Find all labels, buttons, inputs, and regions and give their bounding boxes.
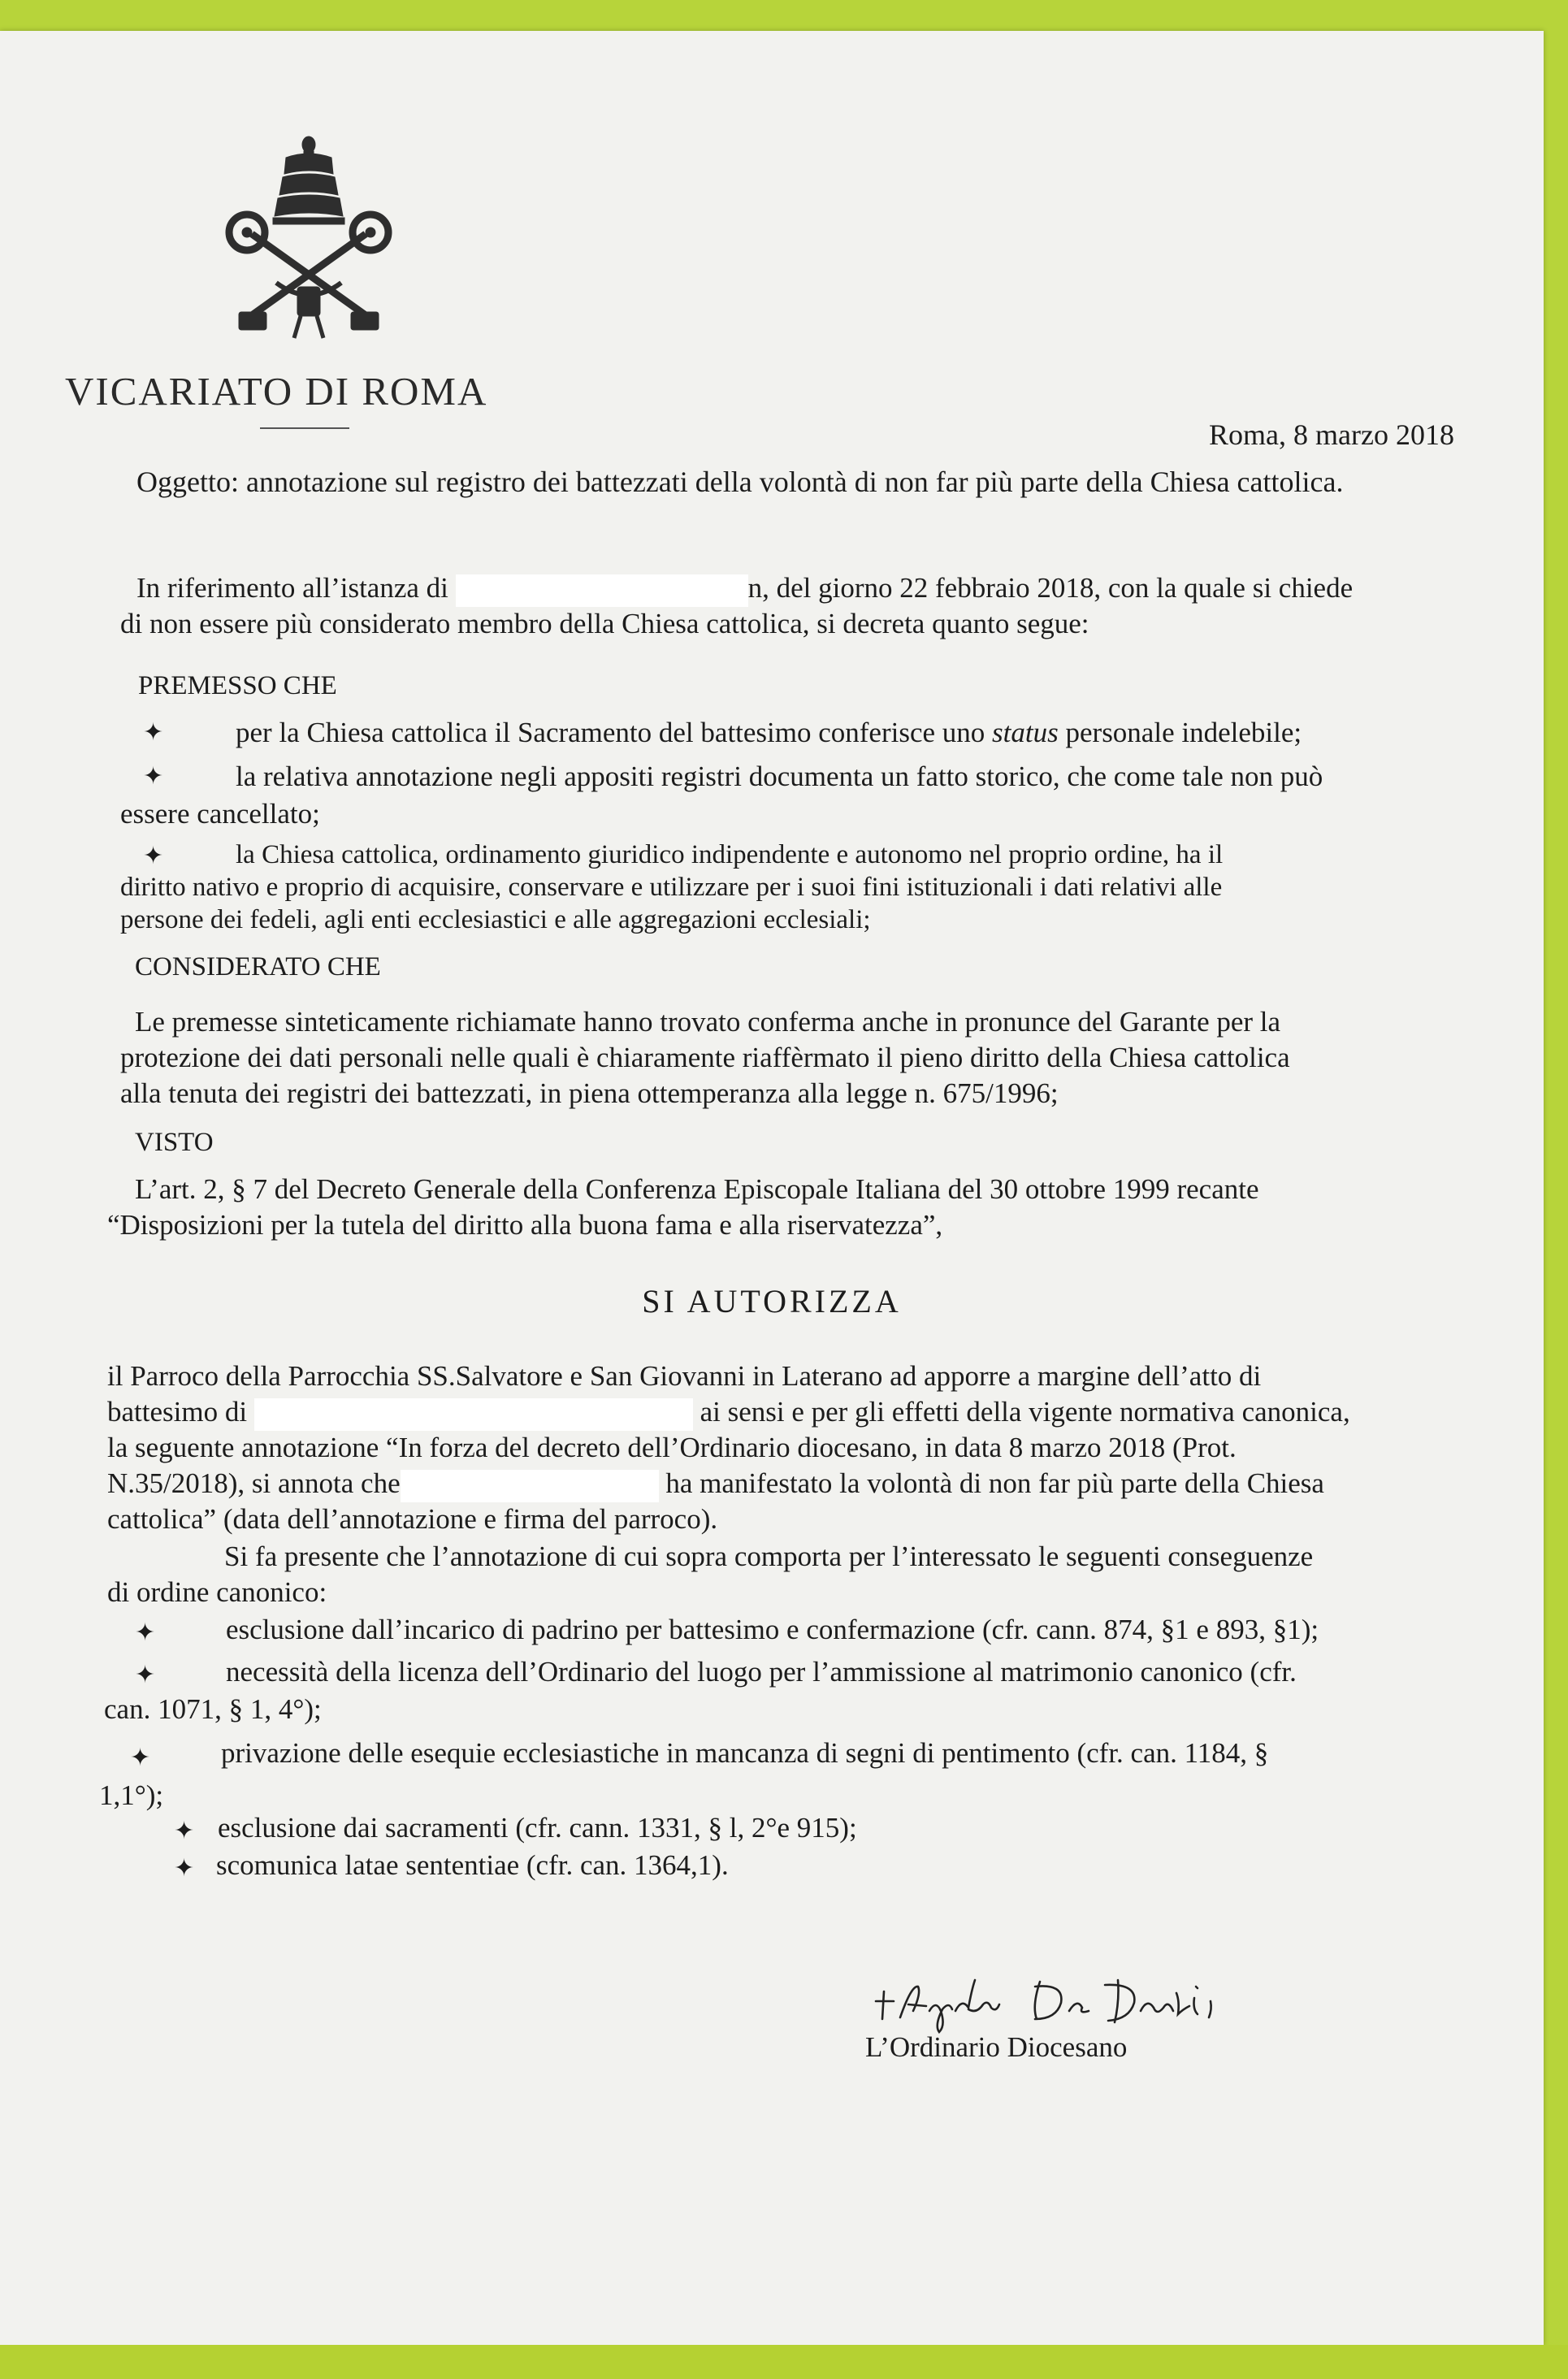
redacted-name xyxy=(456,574,748,607)
header-divider xyxy=(260,427,349,429)
background-strip xyxy=(0,2345,1568,2379)
premesso-item-1 xyxy=(236,717,1302,749)
consequence-3-line-2: 1,1°); xyxy=(99,1779,164,1811)
bullet-icon: ✦ xyxy=(135,1662,156,1688)
autorizza-line-1: il Parroco della Parrocchia SS.Salvatore e San Giovanni in Laterano ad apporre a margine dell’atto di xyxy=(107,1360,1262,1392)
section-visto-heading: VISTO xyxy=(135,1128,214,1157)
bullet-icon: ✦ xyxy=(174,1855,195,1882)
autorizza-line-4 xyxy=(107,1467,1324,1502)
signature-label: L’Ordinario Diocesano xyxy=(865,2031,1128,2063)
section-autorizza-heading: SI AUTORIZZA xyxy=(642,1283,902,1320)
bullet-icon: ✦ xyxy=(135,1619,156,1646)
premesso-item-1-text-b: personale indelebile; xyxy=(1058,717,1302,748)
visto-line-1: L’art. 2, § 7 del Decreto Generale della Conferenza Episcopale Italiana del 30 ottobre 1999 recante xyxy=(135,1173,1259,1205)
section-premesso-heading: PREMESSO CHE xyxy=(138,671,337,700)
consequence-4: esclusione dai sacramenti (cfr. cann. 1331, § l, 2°e 915); xyxy=(218,1812,857,1844)
considerato-line-2: protezione dei dati personali nelle quali è chiaramente riaffèrmato il pieno diritto della Chiesa cattolica xyxy=(120,1042,1290,1073)
autorizza-line-7: di ordine canonico: xyxy=(107,1576,327,1608)
considerato-line-1: Le premesse sinteticamente richiamate hanno trovato conferma anche in pronunce del Garante per la xyxy=(135,1006,1281,1038)
autorizza-line-2-text-b: ai sensi e per gli effetti della vigente normativa canonica, xyxy=(700,1396,1350,1428)
premesso-item-3-line-2: diritto nativo e proprio di acquisire, conservare e utilizzare per i suoi fini istituzionali i dati relativi alle xyxy=(120,873,1223,902)
autorizza-line-5: cattolica” (data dell’annotazione e firma del parroco). xyxy=(107,1503,718,1535)
premesso-item-1-italic: status xyxy=(992,717,1059,748)
bullet-icon: ✦ xyxy=(143,719,164,746)
section-considerato-heading: CONSIDERATO CHE xyxy=(135,952,381,982)
subject-line: Oggetto: annotazione sul registro dei battezzati della volontà di non far più parte della Chiesa cattolica. xyxy=(136,466,1344,498)
document-date: Roma, 8 marzo 2018 xyxy=(1209,418,1454,451)
premesso-item-2-line-2: essere cancellato; xyxy=(120,798,320,830)
letter-page xyxy=(0,31,1544,2345)
bullet-icon: ✦ xyxy=(130,1744,151,1771)
autorizza-line-4-text-b: ha manifestato la volontà di non far più parte della Chiesa xyxy=(665,1467,1324,1499)
autorizza-line-6: Si fa presente che l’annotazione di cui sopra comporta per l’interessato le seguenti conseguenze xyxy=(224,1540,1314,1572)
premesso-item-2-line-1: la relativa annotazione negli appositi registri documenta un fatto storico, che come tale non può xyxy=(236,760,1323,792)
intro-line-1 xyxy=(136,572,1353,607)
consequence-2-line-2: can. 1071, § 1, 4°); xyxy=(104,1693,322,1725)
premesso-item-3-line-1: la Chiesa cattolica, ordinamento giuridico indipendente e autonomo nel proprio ordine, ha il xyxy=(236,840,1224,869)
autorizza-line-3: la seguente annotazione “In forza del decreto dell’Ordinario diocesano, in data 8 marzo 2018 (Prot. xyxy=(107,1432,1237,1463)
bullet-icon: ✦ xyxy=(174,1818,195,1844)
consequence-2-line-1: necessità della licenza dell’Ordinario del luogo per l’ammissione al matrimonio canonico (cfr. xyxy=(226,1656,1297,1688)
consequence-1: esclusione dall’incarico di padrino per battesimo e confermazione (cfr. cann. 874, §1 e 893, §1); xyxy=(226,1614,1319,1645)
organization-name: VICARIATO DI ROMA xyxy=(65,369,488,414)
bullet-icon: ✦ xyxy=(143,763,164,790)
autorizza-line-4-text-a: N.35/2018), si annota che xyxy=(107,1467,401,1499)
premesso-item-3-line-3: persone dei fedeli, agli enti ecclesiastici e alle aggregazioni ecclesiali; xyxy=(120,905,871,934)
intro-text-b: n, del giorno 22 febbraio 2018, con la quale si chiede xyxy=(747,572,1354,604)
autorizza-line-2-text-a: battesimo di xyxy=(107,1396,248,1428)
autorizza-line-2 xyxy=(107,1396,1350,1431)
consequence-3-line-1: privazione delle esequie ecclesiastiche in mancanza di segni di pentimento (cfr. can. 1184, § xyxy=(221,1737,1269,1769)
intro-text-a: In riferimento all’istanza di xyxy=(136,572,448,604)
consequence-5: scomunica latae sententiae (cfr. can. 1364,1). xyxy=(216,1849,729,1881)
visto-line-2: “Disposizioni per la tutela del diritto alla buona fama e alla riservatezza”, xyxy=(107,1209,943,1241)
papal-crest-icon xyxy=(219,120,398,348)
redacted-name xyxy=(401,1470,659,1502)
considerato-line-3: alla tenuta dei registri dei battezzati, in piena ottemperanza alla legge n. 675/1996; xyxy=(120,1077,1059,1109)
premesso-item-1-text-a: per la Chiesa cattolica il Sacramento del battesimo conferisce uno xyxy=(236,717,993,748)
intro-line-2: di non essere più considerato membro della Chiesa cattolica, si decreta quanto segue: xyxy=(120,608,1089,639)
redacted-name xyxy=(254,1398,693,1431)
bullet-icon: ✦ xyxy=(143,843,164,869)
